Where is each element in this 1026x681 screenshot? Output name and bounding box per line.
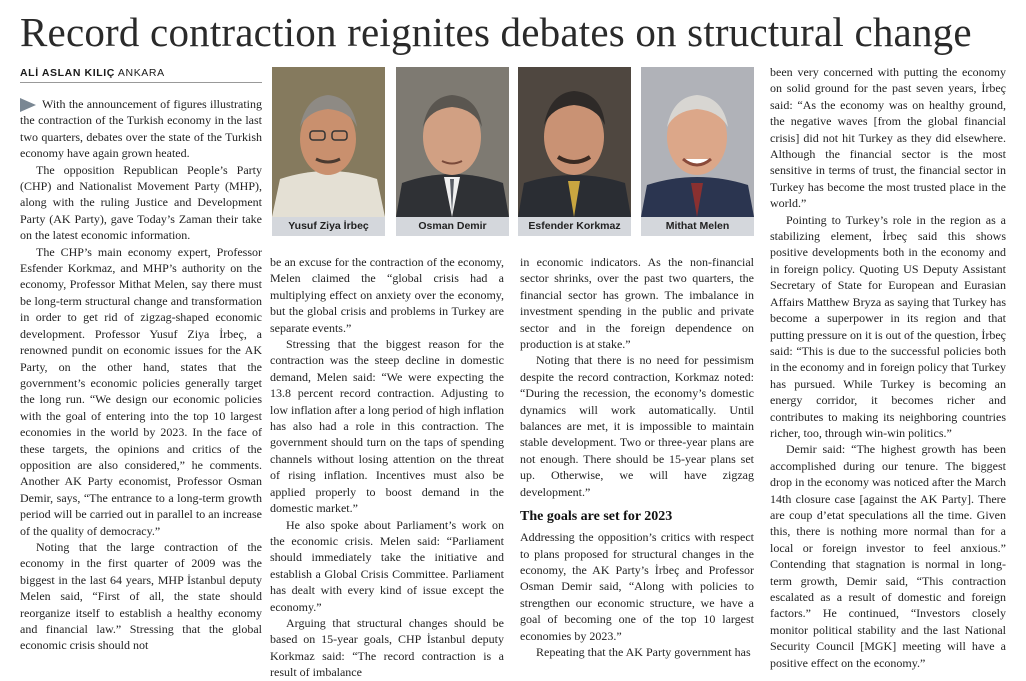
caption-mithat-melen: Mithat Melen	[641, 217, 754, 236]
paragraph: He also spoke about Parliament’s work on the economic crisis. Melen said: “Parliament should immediately take the initiative and establish a Global Crisis Committee. Parliament has dealt with every kind of issue except the economy.”	[270, 517, 504, 614]
paragraph: Noting that the large contraction of the economy in the first quarter of 2009 was the biggest in the last 64 years, MHP İstanbul deputy Melen said, “First of all, the state should reorganize itself to establish a healthy economy and financial law.” Stressing that the global economic crisis should not	[20, 539, 262, 653]
byline-author: ALİ ASLAN KILIÇ	[20, 67, 115, 79]
photo-esfender-korkmaz	[518, 67, 631, 217]
paragraph: Repeating that the AK Party government has	[536, 644, 751, 659]
article-column-3	[520, 254, 754, 660]
photo-mithat-melen	[641, 67, 754, 217]
portrait-image	[396, 67, 509, 217]
section-marker-icon	[20, 98, 36, 112]
caption-osman-demir: Osman Demir	[396, 217, 509, 236]
article-column-4	[770, 64, 1006, 671]
paragraph: be an excuse for the contraction of the economy, Melen claimed the “global crisis had a multiplying effect on anxiety over the economy, but the global crisis and problems in Turkey are separate events.”	[270, 255, 504, 335]
paragraph: Addressing the opposition’s critics with respect to plans proposed for structural changes in the economy, the AK Party’s İrbeç and Professor Osman Demir said, “Along with policies to strengthen our economic structure, we have a goal of becoming one of the top 10 largest economies by 2023.”	[520, 530, 754, 643]
paragraph: Demir said: “The highest growth has been accomplished during our tenure. The biggest drop in the economy was noticed after the March 14th closure case [against the AK Party]. There are coup d’etat speculations all the time. Given this, there is nothing more normal than for a local or foreign investor to feel anxious.” Contending that stagnation is normal in long-term growth, Demir said, “This contraction escalated as a result of domestic and foreign factors.” He continued, “Investors closely monitor political stability and the last National Security Council [MGK] meeting will have a positive effect on the economy.”	[770, 442, 1006, 670]
article-column-2	[270, 254, 504, 681]
paragraph: been very concerned with putting the economy on solid ground for the past seven years, İrbeç said: “As the economy was on healthy ground, the negative waves [from the global financial crisis] did not hit Turkey as they did elsewhere. Although the financial sector is the most sensitive in terms of trust, the financial sector in Turkey has become the most trusted place in the world.”	[770, 65, 1006, 211]
caption-esfender-korkmaz: Esfender Korkmaz	[518, 217, 631, 236]
paragraph: The opposition Republican People’s Party (CHP) and Nationalist Movement Party (MHP), along with the ruling Justice and Development Party (AK Party), gave Today’s Zaman their take on the latest economic information.	[20, 162, 262, 243]
byline-divider	[20, 82, 262, 83]
subheading: The goals are set for 2023	[520, 509, 673, 525]
caption-yusuf-ziya-irbec: Yusuf Ziya İrbeç	[272, 217, 385, 236]
paragraph: in economic indicators. As the non-financial sector shrinks, over the past two quarters, the financial sector has grown. The imbalance in investment spending in the public and private sector and in the foreign dependence on production is at stake.”	[520, 255, 754, 352]
photo-yusuf-ziya-irbec	[272, 67, 385, 217]
headline: Record contraction reignites debates on structural change	[20, 9, 972, 55]
byline-location: ANKARA	[117, 67, 165, 79]
portrait-image	[272, 67, 385, 217]
paragraph: Stressing that the biggest reason for the contraction was the steep decline in domestic demand, Melen said: “We were expecting the 13.8 percent record contraction. Adjusting to low inflation after a long period of high inflation has also had a role in this contraction. The government should turn on the taps of spending channels without losing attention on the threat of rising inflation. Incentives must also be applied properly to boost demand in the domestic market.”	[270, 337, 504, 516]
paragraph: Pointing to Turkey’s role in the region as a stabilizing element, İrbeç said this shows positive developments both in the economy and in foreign policy. Quoting US Deputy Assistant Secretary of State for European and Eurasian Affairs Matthew Bryza as saying that Turkey has become a superpower in its region and that putting pressure on it is out of the question, İrbeç said: “This is due to the successful policies both in the economy and in foreign policy that Turkey has pursued. While Turkey is becoming an energy corridor, it becomes richer and contributes to making its neighboring countries richer, too, through win-win politics.”	[770, 212, 1006, 440]
paragraph: The CHP’s main economy expert, Professor Esfender Korkmaz, and MHP’s authority on the economy, Professor Mithat Melen, say there must be long-term structural change and transformation in order to get rid of zigzag-shaped economic development. Professor Yusuf Ziya İrbeç, a renowned pundit on economic issues for the AK Party, on the other hand, states that the government’s economic policies generally target the long run. “We design our economic policies with the goal of entering into the top 10 largest economies in the world by 2023. In the face of these targets, the opinions and critics of the opposition are also considered,” he comments. Another AK Party economist, Professor Osman Demir, says, “The entrance to a long-term growth period will be carried out in parallel to an increase of the quality of democracy.”	[20, 244, 262, 538]
portrait-image	[641, 67, 754, 217]
paragraph: Noting that there is no need for pessimism despite the record contraction, Korkmaz noted: “During the recession, the economy’s domestic dynamics will work automatically. Until balances are met, it is impossible to maintain stable development. Two or three-year plans are not enough. There should be 15-year plans set up. Otherwise, we will have zigzag development.”	[520, 353, 754, 499]
lead-paragraph	[20, 96, 262, 162]
portrait-image	[518, 67, 631, 217]
article-column-1	[20, 96, 262, 654]
byline	[20, 67, 260, 80]
paragraph: Arguing that structural changes should be based on 15-year goals, CHP İstanbul deputy Korkmaz said: “The record contraction is a result of imbalance	[270, 615, 504, 680]
photo-osman-demir	[396, 67, 509, 217]
lead-paragraph-text: With the announcement of figures illustrating the contraction of the Turkish economy in the last two quarters, debates over the state of the Turkish economy have again grown heated.	[20, 97, 262, 161]
